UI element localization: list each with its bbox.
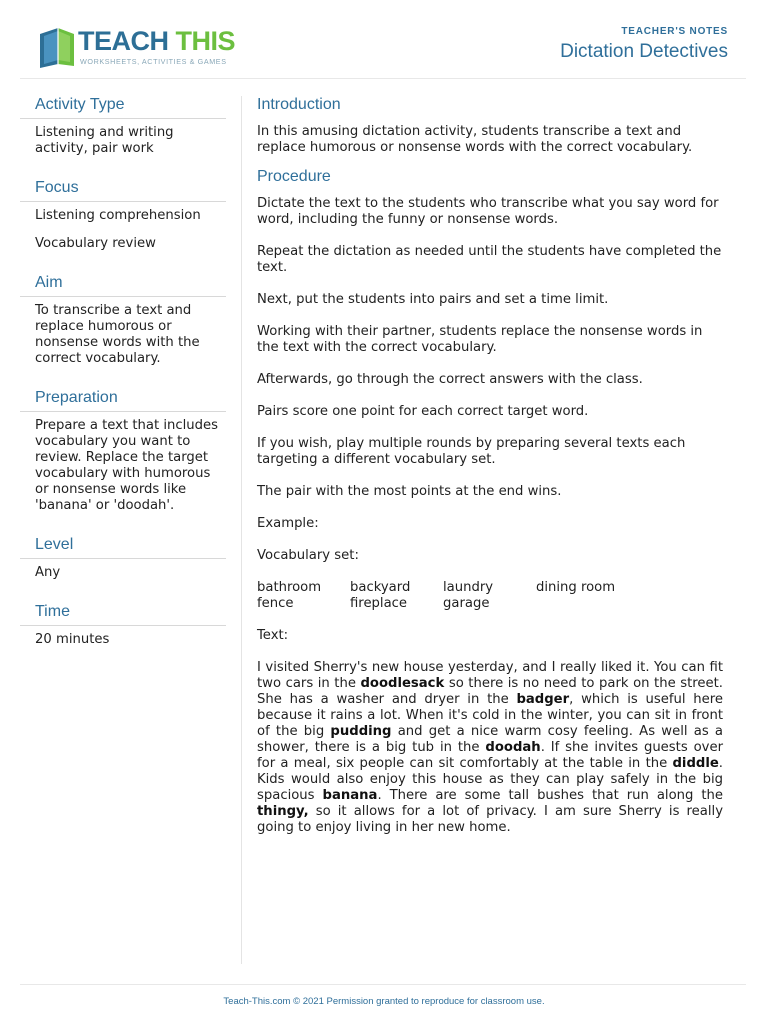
activity-type-heading: Activity Type (20, 96, 226, 119)
aim-section (20, 274, 226, 367)
story-text: so it allows for a lot of privacy. I am sure Sherry is really going to enjoy living in her new home. (257, 804, 723, 835)
activity-type-text: Listening and writing activity, pair work (35, 125, 174, 156)
example-story (257, 660, 723, 836)
vocab-word: bathroom (257, 580, 322, 595)
procedure-step: Pairs score one point for each correct target word. (257, 404, 589, 419)
example-label: Example: (257, 516, 319, 531)
nonsense-word: doodah (485, 740, 541, 755)
book-logo-icon (36, 24, 76, 68)
header-titles (560, 26, 728, 63)
time-text: 20 minutes (35, 632, 110, 647)
vocab-word (536, 596, 656, 612)
aim-heading: Aim (20, 274, 226, 297)
preparation-heading: Preparation (20, 389, 226, 412)
vocab-word: fireplace (350, 596, 408, 611)
vocab-word: laundry (443, 580, 494, 595)
focus-item: Vocabulary review (35, 236, 156, 251)
procedure-step: Repeat the dictation as needed until the students have completed the text. (257, 244, 722, 275)
main-content (257, 96, 723, 852)
procedure-step: Working with their partner, students replace the nonsense words in the text with the correct vocabulary. (257, 324, 703, 355)
vocabulary-set-grid (257, 580, 723, 612)
story-text: , which is useful here because it rains a lot. When it's cold in the winter, you can sit in front of the big (257, 692, 723, 739)
story-text: . There are some tall bushes that run along the (377, 788, 723, 803)
story-text: so there is no need to park on the street. She has a washer and dryer in the (257, 676, 723, 707)
procedure-step: The pair with the most points at the end wins. (257, 484, 562, 499)
procedure-step: Afterwards, go through the correct answers with the class. (257, 372, 643, 387)
column-divider (241, 96, 242, 964)
page-header (0, 0, 768, 78)
level-heading: Level (20, 536, 226, 559)
preparation-section (20, 389, 226, 514)
story-text: . If she invites guests over for a meal, six people can sit comfortably at the table in the (257, 740, 723, 771)
document-title: Dictation Detectives (560, 41, 728, 62)
vocab-word: backyard (350, 580, 411, 595)
procedure-step: If you wish, play multiple rounds by preparing several texts each targeting a different vocabulary set. (257, 436, 686, 467)
focus-heading: Focus (20, 179, 226, 202)
nonsense-word: pudding (330, 724, 392, 739)
introduction-text: In this amusing dictation activity, students transcribe a text and replace humorous or nonsense words with the correct vocabulary. (257, 124, 693, 155)
aim-text: To transcribe a text and replace humorous or nonsense words with the correct vocabulary. (35, 303, 200, 366)
story-text: . Kids would also enjoy this house as they can play safely in the big spacious (257, 756, 723, 803)
preparation-text: Prepare a text that includes vocabulary you want to review. Replace the target vocabulary with humorous or nonsense words like 'banana' or 'doodah'. (35, 418, 218, 513)
nonsense-word: diddle (672, 756, 719, 771)
logo-subtitle: WORKSHEETS, ACTIVITIES & GAMES (80, 57, 227, 66)
teachers-notes-label: TEACHER'S NOTES (621, 26, 728, 37)
text-label: Text: (257, 628, 289, 643)
sidebar (20, 96, 226, 670)
nonsense-word: banana (322, 788, 378, 803)
footer-divider (20, 984, 746, 985)
introduction-heading: Introduction (257, 96, 341, 113)
footer-copyright[interactable]: Teach-This.com © 2021 Permission granted to reproduce for classroom use. (223, 996, 545, 1007)
vocab-word: fence (257, 596, 294, 611)
focus-item: Listening comprehension (35, 208, 201, 223)
header-divider (20, 78, 746, 79)
vocab-word: garage (443, 596, 490, 611)
vocabulary-set-label: Vocabulary set: (257, 548, 359, 563)
logo-this-text: THIS (175, 26, 236, 56)
level-section (20, 536, 226, 581)
logo-teach-text: TEACH (78, 26, 169, 56)
time-heading: Time (20, 603, 226, 626)
nonsense-word: badger (516, 692, 570, 707)
procedure-step: Next, put the students into pairs and set a time limit. (257, 292, 609, 307)
nonsense-word: thingy, (257, 804, 309, 819)
nonsense-word: doodlesack (360, 676, 445, 691)
procedure-step: Dictate the text to the students who transcribe what you say word for word, including the funny or nonsense words. (257, 196, 719, 227)
story-text: I visited Sherry's new house yesterday, and I really liked it. You can fit two cars in the (257, 660, 723, 691)
level-text: Any (35, 565, 61, 580)
story-text: and get a nice warm cosy feeling. As well as a shower, there is a big tub in the (257, 724, 723, 755)
time-section (20, 603, 226, 648)
focus-section (20, 179, 226, 252)
logo-wordmark (78, 26, 235, 57)
teach-this-logo[interactable] (36, 24, 236, 70)
procedure-heading: Procedure (257, 168, 331, 185)
activity-type-section (20, 96, 226, 157)
vocab-word: dining room (536, 580, 616, 595)
